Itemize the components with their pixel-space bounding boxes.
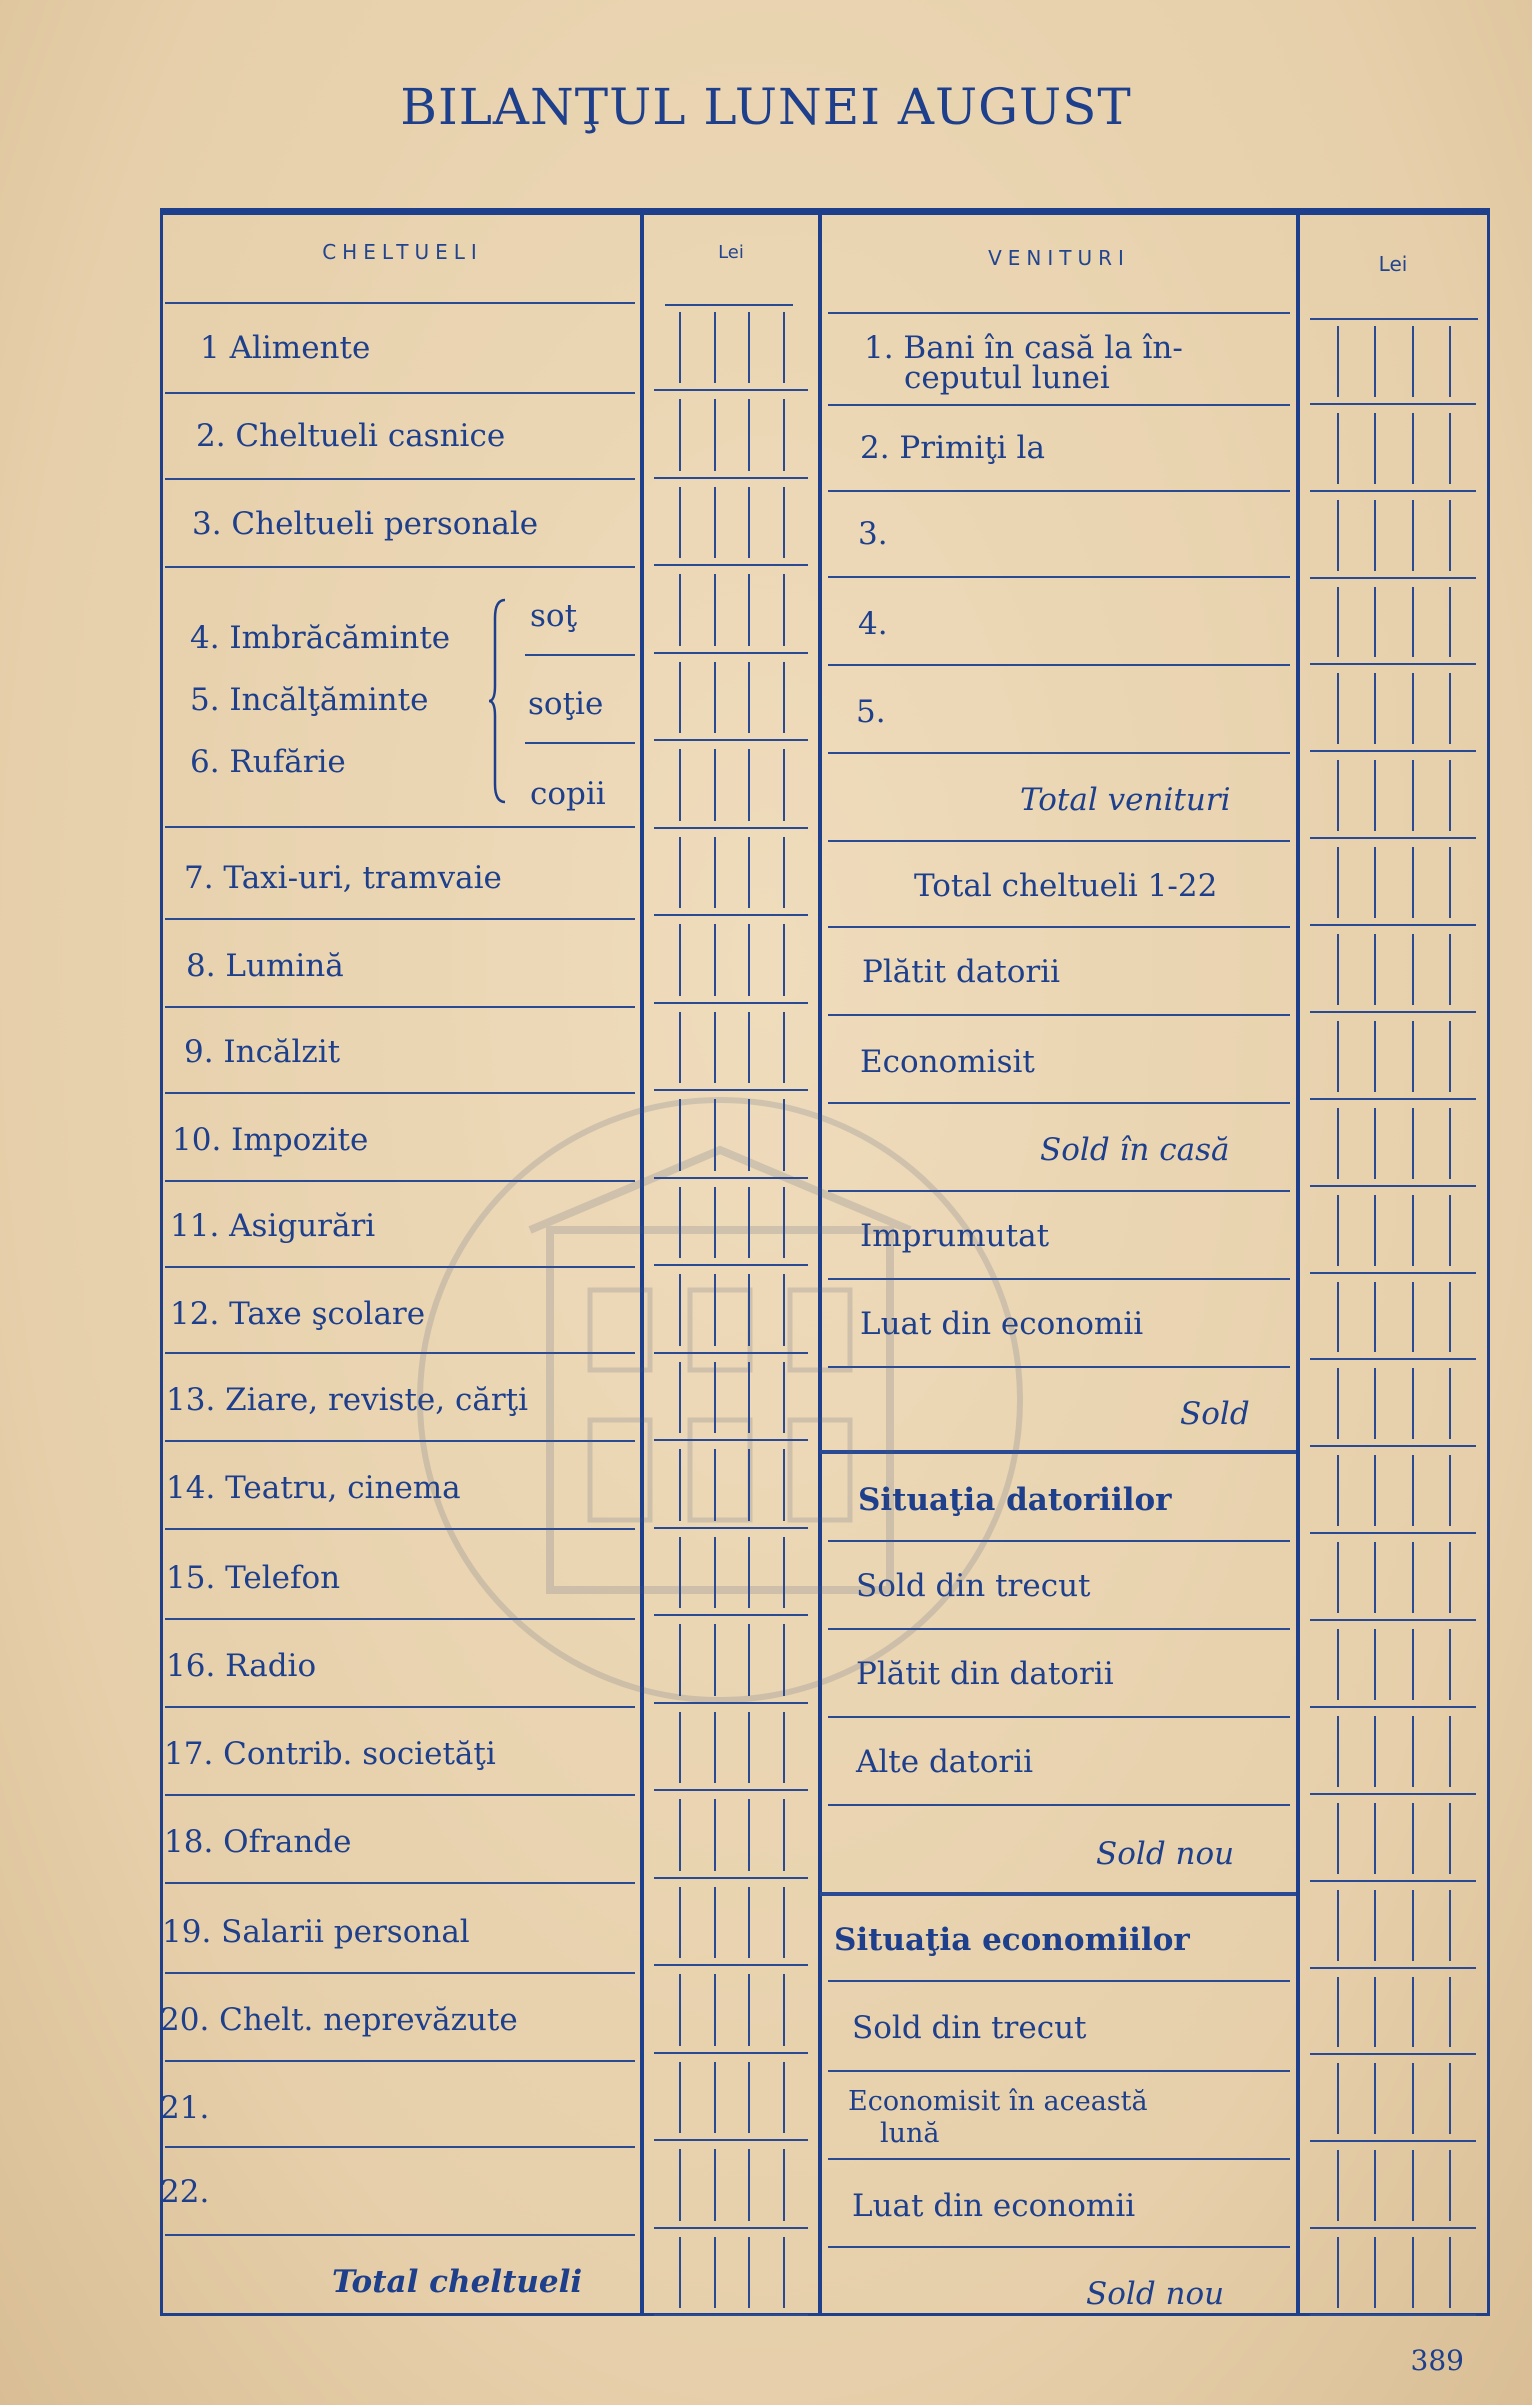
lei-grid-tick [1449, 1455, 1451, 1526]
lei-grid-tick [783, 837, 785, 908]
lei-grid-tick [714, 1449, 716, 1520]
library-stamp-watermark [250, 1060, 1230, 1740]
lei-grid-tick [1412, 1803, 1414, 1874]
lei-grid-tick [679, 1887, 681, 1958]
lei-grid-tick [1449, 2063, 1451, 2134]
lei-grid-tick [714, 574, 716, 645]
expense-row: 20. Chelt. neprevăzute [160, 2002, 518, 2038]
lei-grid-tick [714, 487, 716, 558]
total-income-label: Total venituri [1020, 782, 1231, 818]
lei-grid-tick [1337, 326, 1339, 397]
lei-grid-tick [748, 2149, 750, 2220]
lei-grid-tick [1337, 1368, 1339, 1439]
lei-grid-line [654, 2314, 808, 2316]
lei-grid-tick [1374, 1977, 1376, 2048]
lei-grid-tick [714, 749, 716, 820]
lei-grid-tick [1449, 1716, 1451, 1787]
lei-grid-line [654, 477, 808, 479]
lei-grid-tick [1337, 1977, 1339, 2048]
lei-grid-tick [714, 1187, 716, 1258]
lei-grid-tick [1449, 413, 1451, 484]
expense-row: 17. Contrib. societăţi [164, 1736, 496, 1772]
expense-row: 22. [160, 2174, 210, 2210]
lei-grid-tick [783, 2149, 785, 2220]
lei-grid-line [1310, 1793, 1476, 1795]
lei-grid-tick [714, 2062, 716, 2133]
income-row: Imprumutat [860, 1218, 1050, 1254]
lei-grid-tick [1374, 2063, 1376, 2134]
lei-grid-line [1310, 2314, 1476, 2316]
lei-grid-line [1310, 1185, 1476, 1187]
lei-grid-tick [748, 1624, 750, 1695]
expenses-header: CHELTUELI [322, 240, 483, 264]
lei-grid-tick [748, 1712, 750, 1783]
lei-grid-tick [1449, 500, 1451, 571]
lei-grid-line [1310, 1358, 1476, 1360]
lei-grid-tick [1337, 847, 1339, 918]
lei-grid-tick [748, 2062, 750, 2133]
lei-grid-tick [1412, 673, 1414, 744]
lei-grid-line [1310, 1619, 1476, 1621]
debts-row: Alte datorii [856, 1744, 1034, 1780]
lei-grid-tick [1374, 413, 1376, 484]
lei-grid-tick [1412, 760, 1414, 831]
lei-grid-tick [748, 1187, 750, 1258]
lei-grid-tick [679, 662, 681, 733]
expense-row: 2. Cheltueli casnice [196, 418, 506, 454]
savings-row: Economisit în această [848, 2086, 1148, 2117]
lei-grid-tick [1449, 1021, 1451, 1092]
lei-grid-tick [714, 1537, 716, 1608]
lei-grid-line [654, 1352, 808, 1354]
lei-grid-tick [783, 487, 785, 558]
expense-row: 7. Taxi-uri, tramvaie [184, 860, 502, 896]
lei-grid-tick [1374, 326, 1376, 397]
lei-grid-line [654, 1527, 808, 1529]
lei-grid-tick [679, 1274, 681, 1345]
income-row: Plătit datorii [862, 954, 1061, 990]
lei-grid-tick [1449, 1890, 1451, 1961]
lei-grid-tick [1374, 1716, 1376, 1787]
lei-grid-tick [1412, 2150, 1414, 2221]
lei-grid-line [654, 2139, 808, 2141]
lei-grid-tick [714, 924, 716, 995]
lei-grid-line [654, 1702, 808, 1704]
income-row: ceputul lunei [904, 360, 1110, 396]
lei-grid-tick [714, 1799, 716, 1870]
lei-grid-tick [1374, 500, 1376, 571]
lei-grid-line [654, 1002, 808, 1004]
lei-grid-tick [714, 662, 716, 733]
clothing-sub-label: soţie [528, 686, 604, 722]
income-row: Sold [1180, 1396, 1250, 1432]
lei-grid-tick [1412, 1629, 1414, 1700]
income-row: Sold în casă [1040, 1132, 1230, 1168]
lei-grid-tick [679, 1537, 681, 1608]
income-header: VENITURI [988, 246, 1130, 270]
expense-row: 15. Telefon [166, 1560, 341, 1596]
lei-grid-tick [783, 399, 785, 470]
lei-grid-tick [783, 1887, 785, 1958]
lei-grid-tick [1449, 326, 1451, 397]
lei-grid-tick [1374, 1195, 1376, 1266]
lei-grid-line [654, 652, 808, 654]
lei-grid-line [1310, 750, 1476, 752]
lei-grid-tick [783, 1799, 785, 1870]
lei-grid-tick [783, 2062, 785, 2133]
lei-grid-tick [679, 1012, 681, 1083]
lei-grid-tick [783, 1187, 785, 1258]
lei-grid-tick [1449, 760, 1451, 831]
lei-grid-line [1310, 1272, 1476, 1274]
expense-row: 11. Asigurări [170, 1208, 376, 1244]
expense-row: 1 Alimente [200, 330, 371, 366]
lei-grid-tick [679, 1449, 681, 1520]
lei-grid-tick [1412, 1368, 1414, 1439]
income-row: 5. [856, 694, 886, 730]
lei-grid-line [654, 2052, 808, 2054]
lei-grid-tick [1449, 1803, 1451, 1874]
lei-grid-line [1310, 1706, 1476, 1708]
lei-grid-tick [1337, 673, 1339, 744]
lei-grid-tick [1374, 1282, 1376, 1353]
lei-grid-tick [1374, 1021, 1376, 1092]
lei-grid-tick [748, 1537, 750, 1608]
lei-grid-tick [783, 1974, 785, 2045]
lei-grid-tick [783, 924, 785, 995]
debts-heading: Situaţia datoriilor [858, 1482, 1172, 1518]
lei-grid-tick [1449, 1195, 1451, 1266]
income-row: Total cheltueli 1-22 [914, 868, 1218, 904]
lei-grid-tick [1412, 1108, 1414, 1179]
lei-grid-tick [1337, 1629, 1339, 1700]
lei-grid-tick [783, 1537, 785, 1608]
lei-grid-tick [748, 924, 750, 995]
lei-grid-line [654, 739, 808, 741]
debts-row: Sold nou [1096, 1836, 1235, 1872]
lei-grid-tick [783, 749, 785, 820]
lei-grid-tick [1337, 413, 1339, 484]
income-row: Luat din economii [860, 1306, 1144, 1342]
savings-heading: Situaţia economiilor [834, 1922, 1190, 1958]
lei-grid-line [654, 1614, 808, 1616]
lei-grid-tick [783, 1624, 785, 1695]
lei-grid-tick [679, 1624, 681, 1695]
lei-grid-tick [714, 1012, 716, 1083]
lei-grid-tick [714, 837, 716, 908]
lei-grid-line [654, 1877, 808, 1879]
lei-grid-tick [1449, 1282, 1451, 1353]
lei-grid-tick [1449, 847, 1451, 918]
lei-grid-tick [783, 1099, 785, 1170]
expense-row: 6. Rufărie [190, 744, 346, 780]
lei-grid-tick [748, 837, 750, 908]
expense-row: 21. [160, 2090, 210, 2126]
lei-grid-tick [783, 662, 785, 733]
expense-row: 16. Radio [166, 1648, 317, 1684]
page-title: BILANŢUL LUNEI AUGUST [400, 78, 1132, 136]
lei-grid-tick [1337, 1542, 1339, 1613]
lei-header-right: Lei [1378, 252, 1408, 276]
page-number: 389 [1410, 2344, 1464, 2377]
lei-grid-tick [714, 399, 716, 470]
lei-grid-tick [748, 1012, 750, 1083]
lei-grid-tick [1374, 1629, 1376, 1700]
expense-row: 14. Teatru, cinema [166, 1470, 461, 1506]
lei-grid-tick [1449, 2150, 1451, 2221]
lei-grid-tick [1337, 760, 1339, 831]
savings-row: Sold nou [1086, 2276, 1225, 2312]
lei-grid-tick [714, 312, 716, 383]
lei-grid-line [654, 1177, 808, 1179]
lei-grid-tick [1412, 1542, 1414, 1613]
lei-grid-tick [714, 1887, 716, 1958]
lei-grid-tick [783, 1362, 785, 1433]
expense-row: 12. Taxe şcolare [170, 1296, 426, 1332]
lei-grid-line [1310, 403, 1476, 405]
lei-grid-line [1310, 577, 1476, 579]
lei-grid-tick [679, 2149, 681, 2220]
expense-row: 9. Incălzit [184, 1034, 341, 1070]
expense-row: 4. Imbrăcăminte [190, 620, 451, 656]
lei-grid-line [1310, 1967, 1476, 1969]
lei-grid-line [1310, 1532, 1476, 1534]
lei-grid-tick [1412, 1195, 1414, 1266]
lei-grid-line [1310, 1098, 1476, 1100]
lei-grid-tick [714, 1362, 716, 1433]
lei-grid-tick [714, 1274, 716, 1345]
lei-grid-tick [714, 1974, 716, 2045]
expense-row: 19. Salarii personal [162, 1914, 470, 1950]
lei-grid-tick [748, 662, 750, 733]
lei-grid-tick [679, 837, 681, 908]
lei-grid-tick [1412, 587, 1414, 658]
lei-grid-tick [714, 1624, 716, 1695]
lei-grid-tick [1337, 2063, 1339, 2134]
lei-grid-tick [748, 574, 750, 645]
lei-grid-tick [679, 574, 681, 645]
lei-grid-line [654, 914, 808, 916]
lei-grid-tick [1374, 1890, 1376, 1961]
lei-grid-tick [1449, 1629, 1451, 1700]
lei-grid-tick [679, 487, 681, 558]
lei-grid-tick [1412, 1977, 1414, 2048]
lei-grid-tick [679, 399, 681, 470]
lei-grid-line [654, 1264, 808, 1266]
lei-grid-line [1310, 490, 1476, 492]
lei-grid-tick [783, 1012, 785, 1083]
savings-row: lună [880, 2118, 940, 2149]
income-row: 2. Primiţi la [860, 430, 1045, 466]
lei-grid-tick [714, 2237, 716, 2308]
lei-grid-tick [1337, 2150, 1339, 2221]
lei-grid-tick [1412, 1716, 1414, 1787]
lei-grid-tick [1337, 1803, 1339, 1874]
expense-row: 13. Ziare, reviste, cărţi [166, 1382, 529, 1418]
lei-grid-tick [1337, 500, 1339, 571]
lei-grid-tick [1337, 1108, 1339, 1179]
expense-row: 18. Ofrande [164, 1824, 352, 1860]
lei-grid-tick [1374, 1455, 1376, 1526]
lei-grid-line [654, 564, 808, 566]
lei-grid-tick [1412, 1282, 1414, 1353]
lei-grid-tick [748, 1274, 750, 1345]
lei-grid-line [654, 827, 808, 829]
savings-row: Luat din economii [852, 2188, 1136, 2224]
lei-grid-tick [1374, 1368, 1376, 1439]
lei-grid-tick [1412, 1021, 1414, 1092]
lei-grid-tick [1374, 2150, 1376, 2221]
lei-grid-tick [1412, 1890, 1414, 1961]
lei-grid-tick [1412, 326, 1414, 397]
lei-grid-tick [748, 749, 750, 820]
lei-grid-tick [748, 1449, 750, 1520]
lei-grid-tick [679, 1187, 681, 1258]
lei-grid-line [654, 1089, 808, 1091]
clothing-sub-label: soţ [530, 598, 578, 634]
lei-grid-tick [748, 1887, 750, 1958]
debts-row: Sold din trecut [856, 1568, 1091, 1604]
lei-grid-tick [748, 399, 750, 470]
lei-grid-tick [1412, 2237, 1414, 2308]
lei-grid-tick [1374, 760, 1376, 831]
lei-grid-tick [748, 1362, 750, 1433]
lei-grid-line [654, 1789, 808, 1791]
lei-grid-line [654, 1964, 808, 1966]
lei-grid-tick [1374, 934, 1376, 1005]
lei-grid-tick [1449, 2237, 1451, 2308]
lei-grid-tick [1374, 1803, 1376, 1874]
lei-grid-line [1310, 663, 1476, 665]
lei-grid-tick [1449, 1977, 1451, 2048]
lei-grid-tick [1337, 934, 1339, 1005]
debts-row: Plătit din datorii [856, 1656, 1114, 1692]
lei-grid-line [1310, 924, 1476, 926]
lei-grid-tick [783, 574, 785, 645]
lei-grid-tick [1449, 1368, 1451, 1439]
lei-grid-tick [679, 1099, 681, 1170]
lei-grid-tick [1449, 673, 1451, 744]
lei-grid-tick [748, 2237, 750, 2308]
lei-grid-tick [1412, 500, 1414, 571]
income-row: 4. [858, 606, 888, 642]
lei-grid-tick [783, 1712, 785, 1783]
lei-grid-tick [783, 1449, 785, 1520]
lei-grid-tick [1412, 847, 1414, 918]
expense-row: 5. Incălţăminte [190, 682, 429, 718]
lei-grid-line [1310, 2227, 1476, 2229]
lei-grid-line [1310, 1011, 1476, 1013]
lei-grid-tick [1337, 2237, 1339, 2308]
lei-grid-line [654, 1439, 808, 1441]
income-row: Economisit [860, 1044, 1035, 1080]
lei-grid-tick [748, 1799, 750, 1870]
lei-grid-tick [1449, 1108, 1451, 1179]
lei-grid-tick [1374, 1108, 1376, 1179]
income-row: 3. [858, 516, 888, 552]
lei-grid-tick [679, 924, 681, 995]
lei-grid-line [654, 2227, 808, 2229]
lei-grid-tick [1374, 1542, 1376, 1613]
lei-grid-tick [1412, 413, 1414, 484]
lei-grid-tick [1374, 2237, 1376, 2308]
lei-grid-line [1310, 2053, 1476, 2055]
lei-header-left: Lei [718, 242, 744, 263]
lei-grid-tick [1337, 1195, 1339, 1266]
lei-grid-tick [783, 312, 785, 383]
lei-grid-tick [783, 1274, 785, 1345]
lei-grid-line [1310, 2140, 1476, 2142]
lei-grid-tick [1412, 934, 1414, 1005]
lei-grid-line [654, 389, 808, 391]
lei-grid-tick [714, 1099, 716, 1170]
lei-grid-tick [679, 1362, 681, 1433]
lei-grid-tick [1337, 1021, 1339, 1092]
clothing-sub-label: copii [530, 776, 606, 812]
savings-row: Sold din trecut [852, 2010, 1087, 2046]
lei-grid-tick [1374, 587, 1376, 658]
lei-grid-tick [1449, 934, 1451, 1005]
lei-grid-tick [1449, 587, 1451, 658]
lei-grid-tick [1374, 847, 1376, 918]
lei-grid-tick [679, 1712, 681, 1783]
lei-grid-tick [748, 312, 750, 383]
lei-grid-tick [748, 487, 750, 558]
lei-grid-tick [748, 1099, 750, 1170]
lei-grid-tick [1412, 2063, 1414, 2134]
lei-grid-line [1310, 1880, 1476, 1882]
lei-grid-tick [748, 1974, 750, 2045]
expense-row: 8. Lumină [186, 948, 344, 984]
lei-grid-tick [1374, 673, 1376, 744]
lei-grid-tick [1337, 1282, 1339, 1353]
lei-grid-tick [679, 2062, 681, 2133]
lei-grid-tick [1337, 1890, 1339, 1961]
lei-grid-tick [679, 312, 681, 383]
lei-grid-tick [1337, 587, 1339, 658]
lei-grid-tick [1337, 1716, 1339, 1787]
brace-icon [487, 598, 507, 804]
lei-grid-tick [679, 1974, 681, 2045]
lei-grid-tick [1449, 1542, 1451, 1613]
lei-grid-tick [783, 2237, 785, 2308]
column-divider [1296, 212, 1300, 2316]
lei-grid-tick [1412, 1455, 1414, 1526]
income-row: 1. Bani în casă la în- [864, 330, 1183, 366]
lei-grid-tick [714, 1712, 716, 1783]
lei-grid-tick [714, 2149, 716, 2220]
lei-grid-line [1310, 1445, 1476, 1447]
lei-grid-tick [679, 1799, 681, 1870]
expense-row: 10. Impozite [172, 1122, 369, 1158]
lei-grid-tick [679, 749, 681, 820]
total-expenses-label: Total cheltueli [332, 2264, 583, 2300]
lei-grid-tick [1337, 1455, 1339, 1526]
expense-row: 3. Cheltueli personale [192, 506, 539, 542]
lei-grid-line [1310, 837, 1476, 839]
lei-grid-tick [679, 2237, 681, 2308]
